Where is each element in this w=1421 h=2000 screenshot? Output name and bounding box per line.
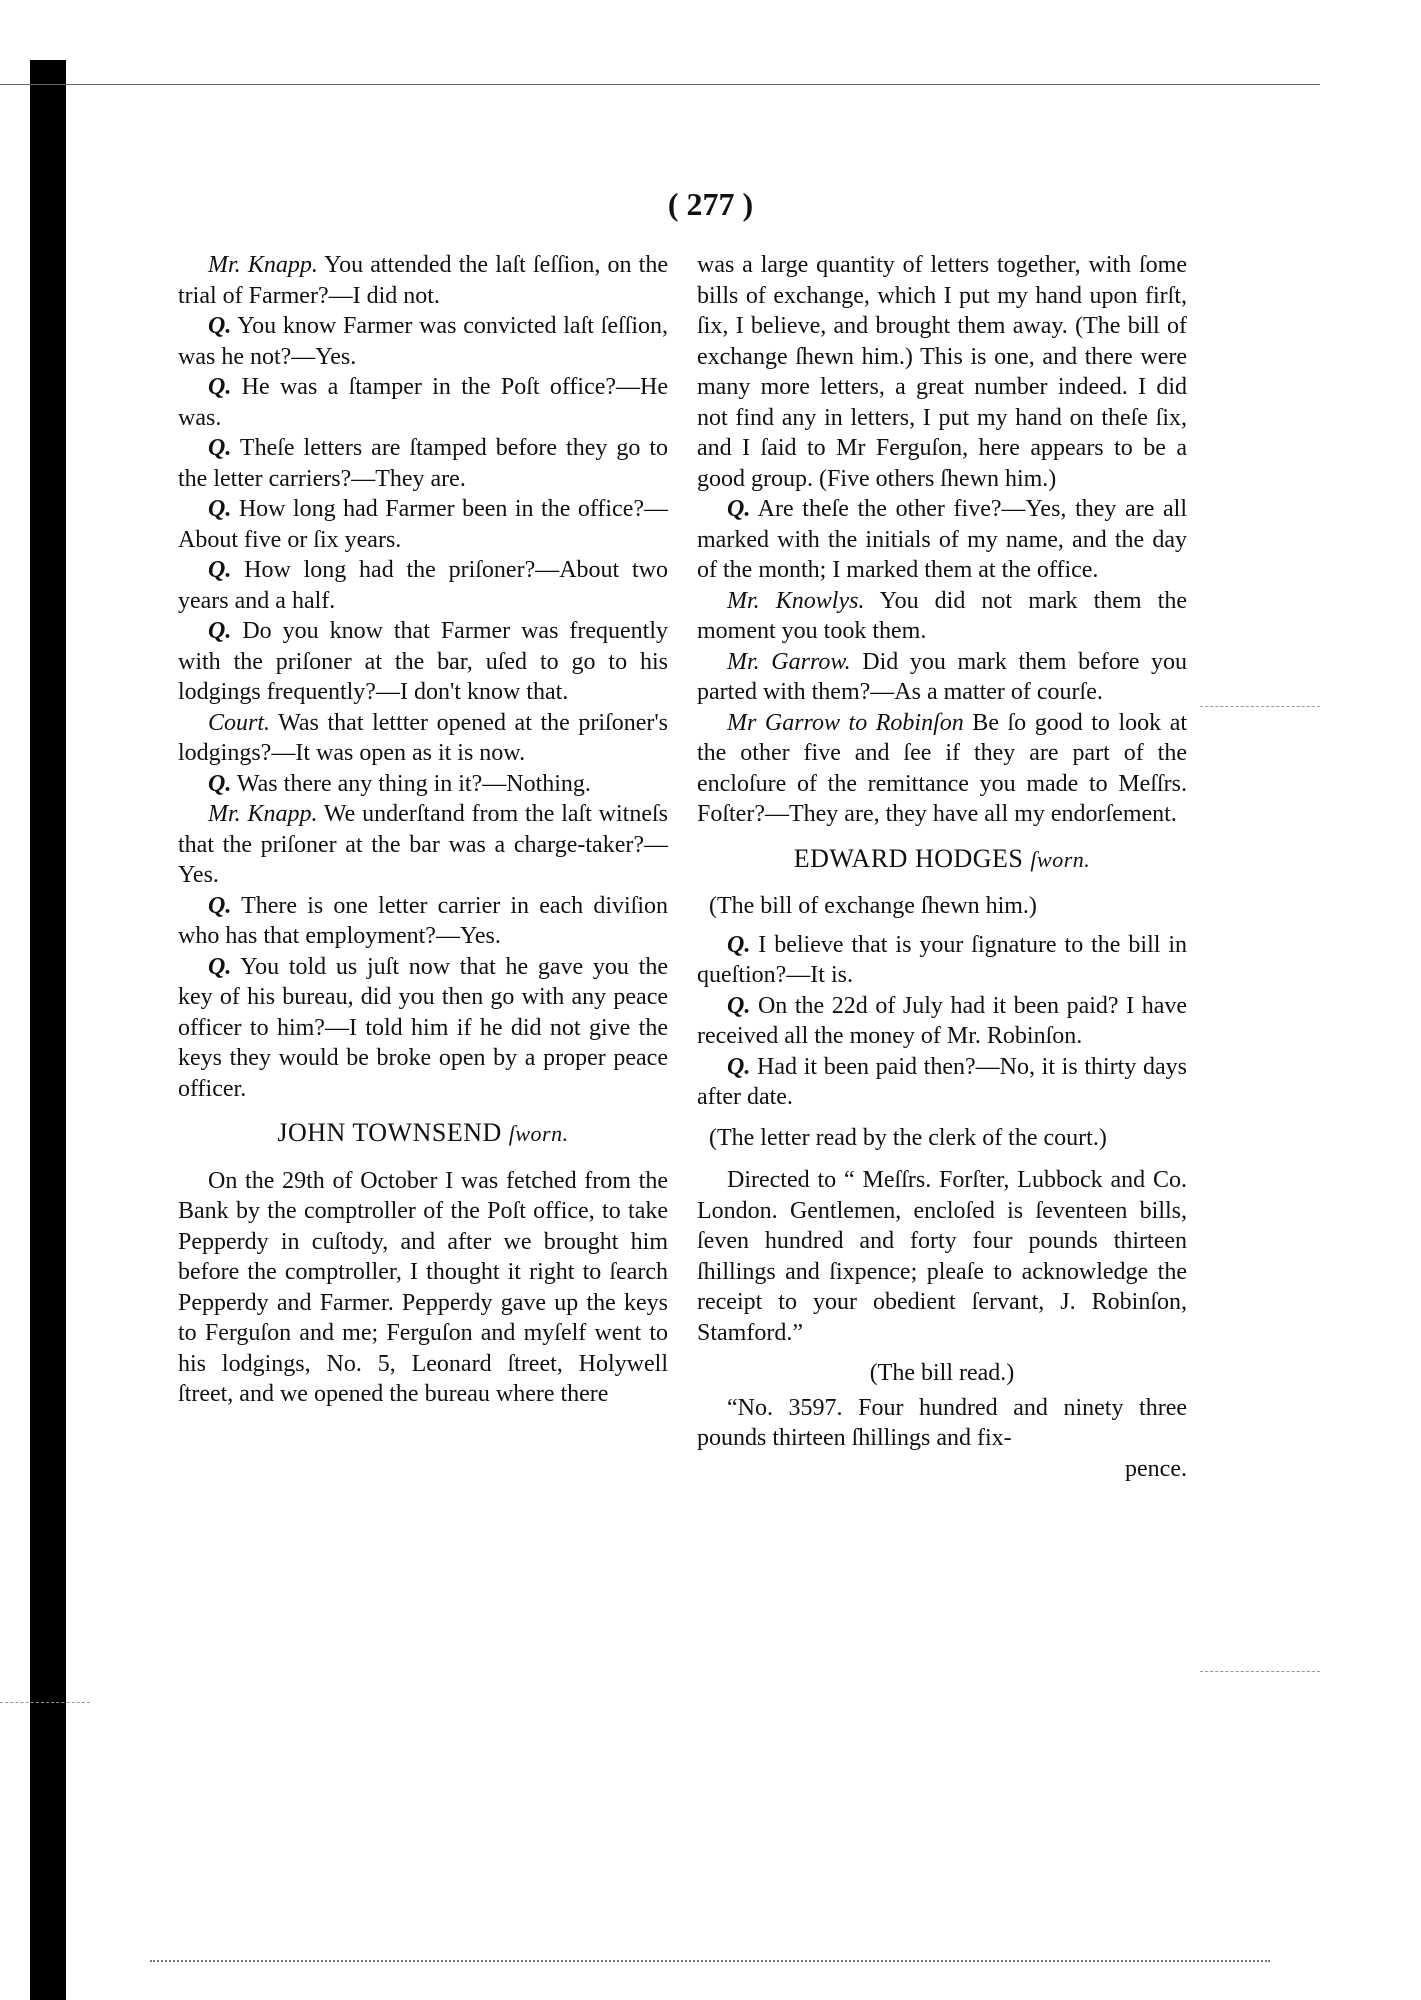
paragraph: Mr. Garrow. Did you mark them before you parted with them?—As a matter of courſe. [697,648,1187,705]
question: Q. You know Farmer was convicted laſt ſeſſion, was he not?—Yes. [178,313,669,370]
speaker: Mr. Garrow. [727,648,851,675]
paragraph: Mr. Knowlys. You did not mark them the moment you took them. [697,587,1187,644]
speaker: Mr. Knapp. [208,252,318,278]
stage-note: (The bill of exchange ſhewn him.) [709,893,1037,919]
question: Q. How long had Farmer been in the office?—About five or ſix years. [178,496,669,553]
question: Q. You told us juſt now that he gave you the key of his bureau, did you then go with any peace officer to him?—I told him if he did not give the keys they would be broke open by a proper peace officer. [178,953,668,1102]
witness-heading: EDWARD HODGES ſworn. [793,843,1091,873]
q-marker: Q. [208,313,232,339]
speaker: Mr. Knapp. [208,801,318,827]
binding-shadow [30,60,66,2000]
q-marker: Q. [727,992,751,1019]
question: Q. Do you know that Farmer was frequently with the priſoner at the bar, uſed to go to his lodgings frequently?—I don't know that. [178,618,669,705]
q-marker: Q. [727,931,751,958]
q-marker: Q. [208,557,232,583]
question: Q. On the 22d of July had it been paid? I have received all the money of Mr. Robinſon. [697,992,1188,1049]
q-marker: Q. [727,496,751,522]
question: Q. Had it been paid then?—No, it is thirty days after date. [697,1053,1188,1110]
q-marker: Q. [208,618,232,644]
paragraph: Mr. Knapp. You attended the laſt ſeſſion, on the trial of Farmer?—I did not. [178,252,669,309]
witness-heading: JOHN TOWNSEND ſworn. [277,1118,569,1147]
question: Q. Theſe letters are ſtamped before they go to the letter carriers?—They are. [178,435,668,492]
paragraph: Mr Garrow to Robinſon Be ſo good to look at the other five and ſee if they are part of the encloſure of the remittance you made to Meſſrs. Foſter?—They are, they have all my endorſement. [697,709,1188,827]
stage-note: (The letter read by the clerk of the court.) [709,1124,1107,1151]
q-marker: Q. [208,770,232,797]
question: Q. Was there any thing in it?—Nothing. [208,770,591,797]
q-marker: Q. [727,1053,751,1080]
question: Q. How long had the priſoner?—About two years and a half. [178,557,669,614]
q-marker: Q. [208,892,232,919]
q-marker: Q. [208,374,232,400]
page-top-edge [0,84,1320,85]
margin-rule [1200,1671,1320,1672]
paragraph: Mr. Knapp. We underſtand from the laſt witneſs that the priſoner at the bar was a charge-taker?—Yes. [178,801,668,888]
q-marker: Q. [208,435,232,461]
speaker: Mr Garrow to Robinſon [727,709,964,736]
speaker: Court. [208,709,271,736]
left-column [178,250,668,1410]
right-column [697,250,1187,1484]
catchword: pence. [1125,1455,1187,1482]
speaker: Mr. Knowlys. [727,587,865,614]
q-marker: Q. [208,953,232,980]
paragraph: Court. Was that lettter opened at the priſoner's lodgings?—It was open as it is now. [178,709,668,766]
question: Q. He was a ſtamper in the Poſt office?—He was. [178,374,669,431]
margin-rule [0,1702,90,1703]
paragraph: was a large quantity of letters together, with ſome bills of exchange, which I put my hand upon firſt, ſix, I believe, and brought them away. (The bill of exchange ſhewn him.) This is one, and there were many more letters, a great number indeed. I did not find any in letters, I put my hand on theſe ſix, and I ſaid to Mr Ferguſon, here appears to be a good group. (Five others ſhewn him.) [697,252,1187,492]
page-number: ( 277 ) [667,186,754,222]
paragraph: On the 29th of October I was fetched from the Bank by the comptroller of the Poſt office, to take Pepperdy in cuſtody, and after we brought him before the comptroller, I thought it right to ſearch Pepperdy and Farmer. Pepperdy gave up the keys to Ferguſon and me; Ferguſon and myſelf went to his lodgings, No. 5, Leonard ſtreet, Holywell ſtreet, and we opened the bureau where there [178,1167,668,1407]
stage-note: (The bill read.) [869,1360,1015,1386]
question: Q. I believe that is your ſignature to the bill in queſtion?—It is. [697,931,1188,988]
bill-text: “No. 3597. Four hundred and ninety three pounds thirteen ſhillings and fix- [697,1394,1187,1451]
question: Q. Are theſe the other five?—Yes, they are all marked with the initials of my name, and the day of the month; I marked them at the office. [697,496,1187,583]
margin-rule [1200,706,1320,707]
scan-noise [150,1960,1270,1962]
q-marker: Q. [208,496,232,522]
question: Q. There is one letter carrier in each diviſion who has that employment?—Yes. [178,892,668,949]
letter-text: Directed to “ Meſſrs. Forſter, Lubbock and Co. London. Gentlemen, encloſed is ſeventeen bills, ſeven hundred and forty four pounds thirteen ſhillings and ſixpence; pleaſe to acknowledge the receipt to your obedient ſervant, J. Robinſon, Stamford.” [697,1167,1187,1346]
